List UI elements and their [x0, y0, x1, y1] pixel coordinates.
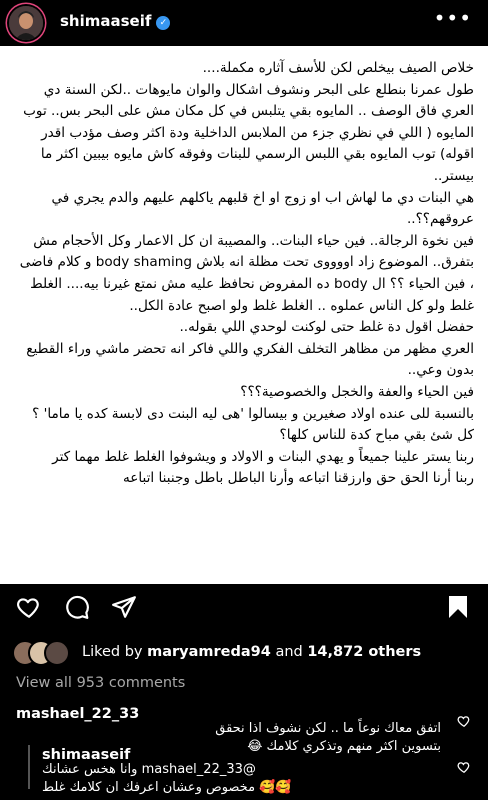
- comment-icon[interactable]: [64, 594, 90, 620]
- avatar-image: [9, 6, 43, 40]
- likes-row: [0, 638, 488, 670]
- profile-avatar[interactable]: [9, 6, 43, 40]
- comment-like-icon[interactable]: [457, 714, 471, 728]
- likes-count[interactable]: 14,872 others: [307, 644, 422, 660]
- post-username[interactable]: [60, 12, 170, 30]
- reply-text-line: 🥰🥰 مخصوص وعشان اعرفك ان كلامك غلط: [42, 780, 292, 795]
- reply-thread-line: [28, 745, 30, 789]
- post-caption-text: خلاص الصيف بيخلص لكن للأسف آثاره مكملة.... طول عمرنا بنطلع على البحر ونشوف اشكال والوان مايوهات ..لكن السنة دي العري فاق الوصف .. المايوه بقي يتلبس في كل مكان مش على البحر بس.. توب المايوه ( اللي في نظري جزء من الملابس الداخلية ودة اكثر وصف مؤدب اقدر اقوله) توب المايوه بقي اللبس الرسمي للبنات وفوقه كاش مايوه بيبين اكثر ما بيستر.. هي البنات دي ما لهاش اب او زوج او اخ قلبهم ياكلهم عليهم والدم يجري في عروقهم؟؟.. فين نخوة الرجالة.. فين حياء البنات.. والمصيبة ان كل الاعمار وكل الأحجام مش بتفرق.. الموضوع زاد اووووى تحت مظلة انه بلاش body shaming و كلام فاضى ، فين الحياء ؟؟ ال body ده المفروض نحافظ عليه مش نمتع غيرنا بيه.... الغلط غلط ولو كل الناس عملوه .. الغلط غلط ولو اصبح عادة الكل.. حفضل اقول دة غلط حتى لوكنت لوحدي اللي بقوله.. العري مظهر من مظاهر التخلف الفكري واللي فاكر انه تحضر ماشي وراء القطيع بدون وعي.. فين الحياء والعفة والخجل والخصوصية؟؟؟ بالنسبة للى عنده اولاد صغيرين و بيسالوا 'هى ليه البنت دى لابسة كده يا ماما' ؟ كل شئ بقي مباح كدة للناس كلها؟ ربنا يستر علينا جميعاً و يهدي البنات و الاولاد و ويشوفوا الغلط غلط مهما كتر ربنا أرنا الحق حق وارزقنا اتباعه وأرنا الباطل باطل وجنبنا اتباعه: [19, 60, 474, 487]
- heart-outline-icon[interactable]: [16, 594, 42, 620]
- reply-username[interactable]: shimaaseif: [42, 747, 131, 763]
- view-all-comments-link[interactable]: View all 953 comments: [16, 675, 186, 691]
- bookmark-icon[interactable]: [446, 594, 470, 620]
- post-image[interactable]: [0, 46, 488, 584]
- more-options-icon[interactable]: •••: [433, 6, 472, 30]
- username-text[interactable]: shimaaseif: [60, 12, 152, 30]
- comment-text-line: اتفق معاك نوعاً ما .. لكن نشوف اذا نحقق: [215, 721, 441, 736]
- reply-like-icon[interactable]: [457, 760, 471, 774]
- reply-text: [42, 761, 442, 797]
- verified-badge-icon: ✓: [156, 16, 170, 30]
- comment-username[interactable]: mashael_22_33: [16, 706, 140, 722]
- liked-by-user[interactable]: maryamreda94: [147, 644, 271, 660]
- action-bar: [0, 594, 488, 630]
- liked-by-and: and: [270, 644, 308, 660]
- liked-by-text[interactable]: [82, 644, 421, 660]
- comment-text-line: بتسوين اكثر منهم وتذكري كلامك 😂: [247, 739, 441, 754]
- liked-by-prefix: Liked by: [82, 644, 148, 660]
- reply-text-line: @mashael_22_33 وانا هخس عشانك: [42, 762, 256, 777]
- liker-avatar[interactable]: [44, 640, 70, 666]
- paper-plane-icon[interactable]: [111, 594, 137, 620]
- post-header: [0, 0, 488, 46]
